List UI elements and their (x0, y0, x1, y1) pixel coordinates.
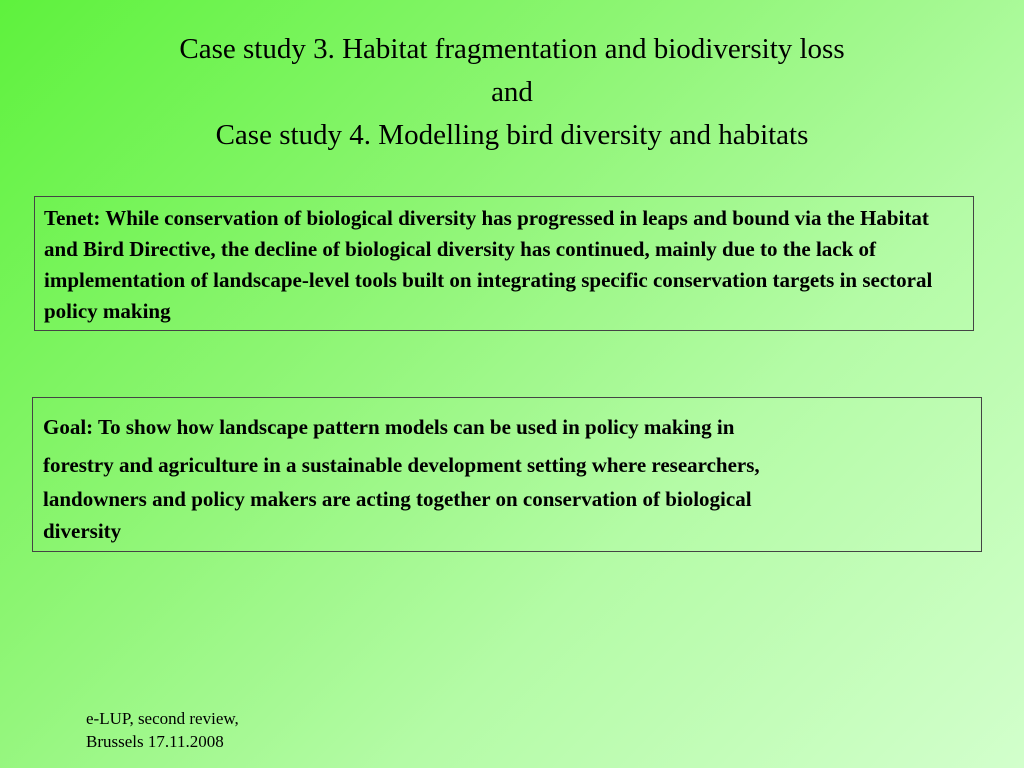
footer-line-2: Brussels 17.11.2008 (86, 732, 224, 751)
tenet-box (34, 196, 974, 331)
tenet-text: Tenet: While conservation of biological diversity has progressed in leaps and bound via the Habitat and Bird Directive, the decline of biological diversity has continued, mainly due to the lack of implementation of landscape-level tools built on integrating specific conservation targets in sectoral policy making (44, 206, 933, 323)
slide-title (0, 28, 1024, 157)
goal-box (32, 397, 982, 552)
goal-line-3: landowners and policy makers are acting together on conservation of biological (43, 487, 752, 511)
footer-line-1: e-LUP, second review, (86, 709, 239, 728)
goal-line-2: forestry and agriculture in a sustainable development setting where researchers, (43, 453, 760, 477)
goal-line-4: diversity (43, 519, 122, 543)
title-line-1: Case study 3. Habitat fragmentation and biodiversity loss (179, 33, 845, 65)
goal-line-1: Goal: To show how landscape pattern models can be used in policy making in (43, 415, 735, 439)
slide-footer (86, 707, 239, 753)
title-line-2: and (491, 76, 533, 108)
title-line-3: Case study 4. Modelling bird diversity and habitats (215, 119, 809, 151)
